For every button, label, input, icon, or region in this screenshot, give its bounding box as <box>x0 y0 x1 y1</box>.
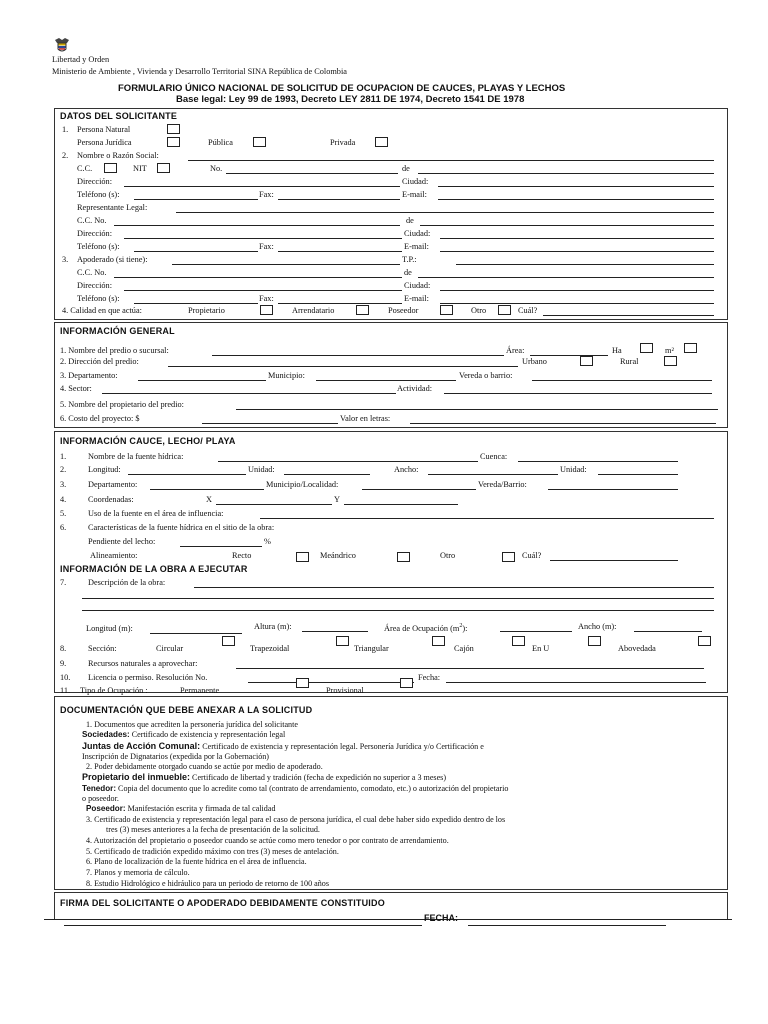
cauce-municipio-field[interactable] <box>362 489 476 490</box>
longitud-label: Longitud: <box>88 465 121 474</box>
cauce-ancho-field[interactable] <box>428 474 558 475</box>
tp-field[interactable] <box>456 264 714 265</box>
calidad-label: 4. Calidad en que actúa: <box>62 306 142 315</box>
cauce-ancho-unidad-field[interactable] <box>598 474 678 475</box>
cual-label: Cuál? <box>518 306 538 315</box>
vereda-label: Vereda o barrio: <box>459 371 513 380</box>
doc-tenedor-cont: o poseedor. <box>82 794 119 803</box>
item-number: 7. <box>60 578 67 587</box>
direccion-predio-label: 2. Dirección del predio: <box>60 357 139 366</box>
permanente-label: Permanente <box>180 686 220 695</box>
urbano-label: Urbano <box>522 357 547 366</box>
firma-fecha-field[interactable] <box>468 925 666 926</box>
persona-juridica-checkbox[interactable] <box>167 137 180 147</box>
otro-alineamiento-checkbox[interactable] <box>502 552 515 562</box>
departamento-label: 3. Departamento: <box>60 371 118 380</box>
apod-telefono-field[interactable] <box>134 303 258 304</box>
privada-label: Privada <box>330 138 356 147</box>
item-number: 8. <box>60 644 67 653</box>
seccion-label: Sección: <box>88 644 117 653</box>
item-number: 2. <box>60 465 67 474</box>
licencia-fecha-field[interactable] <box>446 682 706 683</box>
provisional-checkbox[interactable] <box>400 678 413 688</box>
fecha-label: Fecha: <box>418 673 441 682</box>
cuenca-label: Cuenca: <box>480 452 508 461</box>
rep-cc-field[interactable] <box>114 225 400 226</box>
vereda-label: Vereda/Barrio: <box>478 480 527 489</box>
cajon-label: Cajón <box>454 644 474 653</box>
unidad-label: Unidad: <box>560 465 587 474</box>
fax-label: Fax: <box>259 294 274 303</box>
municipio-label: Municipio/Localidad: <box>266 480 339 489</box>
poseedor-checkbox[interactable] <box>440 305 453 315</box>
representante-field[interactable] <box>176 212 714 213</box>
licencia-label: Licencia o permiso. Resolución No. <box>88 673 208 682</box>
costo-label: 6. Costo del proyecto: $ <box>60 414 140 423</box>
abovedada-checkbox[interactable] <box>698 636 711 646</box>
fax-label: Fax: <box>259 242 274 251</box>
item-number: 10. <box>60 673 71 682</box>
rep-ciudad-field[interactable] <box>440 238 714 239</box>
x-label: X <box>206 495 212 504</box>
cauce-vereda-field[interactable] <box>548 489 678 490</box>
telefono-label: Teléfono (s): <box>77 242 120 251</box>
vereda-field[interactable] <box>532 380 712 381</box>
fuente-label: Nombre de la fuente hídrica: <box>88 452 184 461</box>
apoderado-field[interactable] <box>172 264 400 265</box>
doc-item-5: 5. Certificado de tradición expedido máximo con tres (3) meses de antelación. <box>86 847 339 856</box>
apod-cc-city-field[interactable] <box>418 277 714 278</box>
item-number: 6. <box>60 523 67 532</box>
de-label: de <box>402 164 410 173</box>
doc-item-4: 4. Autorización del propietario o poseedor cuando se actúe como mero tenedor o por contrato de arrendamiento. <box>86 836 449 845</box>
item-number: 1. <box>62 125 69 134</box>
cauce-departamento-field[interactable] <box>150 489 264 490</box>
alineamiento-cual-field[interactable] <box>550 560 678 561</box>
valor-letras-label: Valor en letras: <box>340 414 391 423</box>
propietario-predio-field[interactable] <box>236 409 718 410</box>
publica-checkbox[interactable] <box>253 137 266 147</box>
triangular-checkbox[interactable] <box>432 636 445 646</box>
no-label: No. <box>210 164 223 173</box>
area-label: Área: <box>506 346 525 355</box>
doc-item-1: 1. Documentos que acrediten la personería jurídica del solicitante <box>86 720 298 729</box>
recto-label: Recto <box>232 551 252 560</box>
org-line-1: Libertad y Orden <box>52 55 110 64</box>
telefono-label: Teléfono (s): <box>77 294 120 303</box>
cual-label: Cuál? <box>522 551 542 560</box>
email-field[interactable] <box>438 199 714 200</box>
general-section <box>54 322 728 428</box>
descripcion-field[interactable] <box>194 587 714 588</box>
direccion-label: Dirección: <box>77 177 113 186</box>
fax-field[interactable] <box>278 199 400 200</box>
item-number: 5. <box>60 509 67 518</box>
municipio-field[interactable] <box>316 380 456 381</box>
abovedada-label: Abovedada <box>618 644 656 653</box>
solicitante-section <box>54 108 728 320</box>
recursos-field[interactable] <box>236 668 704 669</box>
cajon-checkbox[interactable] <box>512 636 525 646</box>
rep-fax-field[interactable] <box>278 251 402 252</box>
doc-propietario: Propietario del inmueble: Certificado de libertad y tradición (fecha de expedición no superior a 3 meses) <box>82 772 447 782</box>
persona-juridica-label: Persona Jurídica <box>77 138 132 147</box>
item-number: 2. <box>62 151 69 160</box>
doc-poseedor: Poseedor: Manifestación escrita y firmada de tal calidad <box>86 804 276 813</box>
cauce-unidad-field[interactable] <box>284 474 370 475</box>
direccion-field[interactable] <box>124 186 400 187</box>
de-label: de <box>406 216 414 225</box>
org-line-2: Ministerio de Ambiente , Vivienda y Desarrollo Territorial SINA República de Colombia <box>52 67 347 76</box>
persona-natural-label: Persona Natural <box>77 125 131 134</box>
altura-label: Altura (m): <box>254 622 292 631</box>
propietario-checkbox[interactable] <box>260 305 273 315</box>
cc-checkbox[interactable] <box>104 163 117 173</box>
ciudad-label: Ciudad: <box>402 177 429 186</box>
coord-x-field[interactable] <box>216 504 332 505</box>
departamento-field[interactable] <box>138 380 266 381</box>
apod-ciudad-field[interactable] <box>440 290 714 291</box>
form-title: FORMULARIO ÚNICO NACIONAL DE SOLICITUD DE OCUPACION DE CAUCES, PLAYAS Y LECHOS <box>118 83 566 94</box>
otro-label: Otro <box>440 551 456 560</box>
propietario-label: Propietario <box>188 306 225 315</box>
doc-sociedades: Sociedades: Certificado de existencia y representación legal <box>82 730 286 739</box>
m2-label: m² <box>665 346 674 355</box>
ha-label: Ha <box>612 346 622 355</box>
apod-direccion-field[interactable] <box>124 290 402 291</box>
pendiente-field[interactable] <box>180 546 262 547</box>
doc-item-6: 6. Plano de localización de la fuente hídrica en el área de influencia. <box>86 857 307 866</box>
predio-field[interactable] <box>212 355 504 356</box>
recursos-label: Recursos naturales a aprovechar: <box>88 659 198 668</box>
unidad-label: Unidad: <box>248 465 275 474</box>
direccion-label: Dirección: <box>77 229 113 238</box>
sector-field[interactable] <box>102 393 396 394</box>
circular-label: Circular <box>156 644 184 653</box>
document-city-field[interactable] <box>418 173 714 174</box>
apod-cc-field[interactable] <box>114 277 402 278</box>
apod-email-field[interactable] <box>440 303 714 304</box>
doc-item-2: 2. Poder debidamente otorgado cuando se actúe por medio de apoderado. <box>86 762 323 771</box>
item-number: 11. <box>60 686 71 695</box>
area-field[interactable] <box>530 355 608 356</box>
doc-tenedor: Tenedor: Copia del documento que lo acredite como tal (contrato de arrendamiento, comodato, etc.) o autorización del propietario <box>82 784 509 793</box>
provisional-label: Provisional <box>326 686 364 695</box>
circular-checkbox[interactable] <box>222 636 235 646</box>
doc-item-3-cont: tres (3) meses anteriores a la fecha de presentación de la solicitud. <box>106 825 320 834</box>
doc-juntas: Juntas de Acción Comunal: Certificado de existencia y representación legal. Personería Jurídica y/o Certificación e <box>82 741 484 751</box>
departamento-label: Departamento: <box>88 480 138 489</box>
item-number: 4. <box>60 495 67 504</box>
pendiente-label: Pendiente del lecho: <box>88 537 156 546</box>
obra-longitud-field[interactable] <box>150 633 242 634</box>
area-ocupacion-field[interactable] <box>500 631 572 632</box>
doc-item-8: 8. Estudio Hidrológico e hidráulico para un periodo de retorno de 100 años <box>86 879 329 888</box>
cauce-section <box>54 431 728 693</box>
email-label: E-mail: <box>402 190 427 199</box>
uso-label: Uso de la fuente en el área de influencia: <box>88 509 224 518</box>
enu-checkbox[interactable] <box>588 636 601 646</box>
enu-label: En U <box>532 644 550 653</box>
otro-checkbox[interactable] <box>498 305 511 315</box>
apod-fax-field[interactable] <box>278 303 402 304</box>
otro-label: Otro <box>471 306 487 315</box>
actividad-field[interactable] <box>444 393 712 394</box>
predio-label: 1. Nombre del predio o sucursal: <box>60 346 169 355</box>
cuenca-field[interactable] <box>518 461 678 462</box>
telefono-field[interactable] <box>134 199 258 200</box>
ciudad-field[interactable] <box>438 186 714 187</box>
arrendatario-checkbox[interactable] <box>356 305 369 315</box>
meandrico-label: Meándrico <box>320 551 356 560</box>
recto-checkbox[interactable] <box>296 552 309 562</box>
divider <box>44 919 732 920</box>
permanente-checkbox[interactable] <box>296 678 309 688</box>
representante-label: Representante Legal: <box>77 203 148 212</box>
costo-field[interactable] <box>202 423 338 424</box>
valor-letras-field[interactable] <box>410 423 716 424</box>
direccion-predio-field[interactable] <box>168 366 518 367</box>
firma-field[interactable] <box>64 925 422 926</box>
form-subtitle: Base legal: Ley 99 de 1993, Decreto LEY 2811 DE 1974, Decreto 1541 DE 1978 <box>176 94 525 105</box>
ancho-label: Ancho (m): <box>578 622 617 631</box>
de-label: de <box>404 268 412 277</box>
nit-label: NIT <box>133 164 147 173</box>
doc-item-7: 7. Planos y memoria de cálculo. <box>86 868 190 877</box>
item-number: 3. <box>62 255 69 264</box>
email-label: E-mail: <box>404 242 429 251</box>
nit-checkbox[interactable] <box>157 163 170 173</box>
direccion-label: Dirección: <box>77 281 113 290</box>
actividad-label: Actividad: <box>397 384 433 393</box>
rep-email-field[interactable] <box>440 251 714 252</box>
item-number: 3. <box>60 480 67 489</box>
rep-cc-city-field[interactable] <box>420 225 714 226</box>
trapezoidal-label: Trapezoidal <box>250 644 290 653</box>
longitud-label: Longitud (m): <box>86 624 133 633</box>
ciudad-label: Ciudad: <box>404 281 431 290</box>
persona-natural-checkbox[interactable] <box>167 124 180 134</box>
rep-direccion-field[interactable] <box>124 238 402 239</box>
tp-label: T.P.: <box>402 255 417 264</box>
telefono-label: Teléfono (s): <box>77 190 120 199</box>
tipo-label: Tipo de Ocupación : <box>80 686 148 695</box>
rep-telefono-field[interactable] <box>134 251 258 252</box>
poseedor-label: Poseedor <box>388 306 419 315</box>
uso-field[interactable] <box>260 518 714 519</box>
cc-no-label: C.C. No. <box>77 216 107 225</box>
obra-altura-field[interactable] <box>302 631 368 632</box>
doc-item-3: 3. Certificado de existencia y representación legal para el caso de persona jurídica, el cual debe haber sido expedido dentro de los <box>86 815 506 824</box>
cc-label: C.C. <box>77 164 93 173</box>
obra-heading: INFORMACIÓN DE LA OBRA A EJECUTAR <box>60 564 248 574</box>
nombre-field[interactable] <box>188 160 714 161</box>
coat-of-arms-logo <box>52 36 72 54</box>
fuente-field[interactable] <box>218 461 478 462</box>
m2-checkbox[interactable] <box>684 343 697 353</box>
alineamiento-label: Alineamiento: <box>90 551 138 560</box>
descripcion-field-line[interactable] <box>82 610 714 611</box>
percent-label: % <box>264 537 271 546</box>
item-number: 1. <box>60 452 67 461</box>
urbano-checkbox[interactable] <box>580 356 593 366</box>
fecha-label: FECHA: <box>424 913 458 923</box>
arrendatario-label: Arrendatario <box>292 306 335 315</box>
documentacion-heading: DOCUMENTACIÓN QUE DEBE ANEXAR A LA SOLICITUD <box>60 705 313 715</box>
coordenadas-label: Coordenadas: <box>88 495 134 504</box>
item-number: 9. <box>60 659 67 668</box>
area-ocupacion-label: Área de Ocupación $(m^2)$: <box>384 623 468 633</box>
caracteristicas-label: Características de la fuente hídrica en el sitio de la obra: <box>88 523 275 532</box>
y-label: Y <box>334 495 340 504</box>
cauce-heading: INFORMACIÓN CAUCE, LECHO/ PLAYA <box>60 436 236 446</box>
publica-label: Pública <box>208 138 233 147</box>
fax-label: Fax: <box>259 190 274 199</box>
nombre-label: Nombre o Razón Social: <box>77 151 159 160</box>
municipio-label: Municipio: <box>268 371 305 380</box>
obra-ancho-field[interactable] <box>634 631 702 632</box>
descripcion-field-line[interactable] <box>82 598 714 599</box>
trapezoidal-checkbox[interactable] <box>336 636 349 646</box>
sector-label: 4. Sector: <box>60 384 92 393</box>
email-label: E-mail: <box>404 294 429 303</box>
coord-y-field[interactable] <box>344 504 458 505</box>
meandrico-checkbox[interactable] <box>397 552 410 562</box>
cc-no-label: C.C. No. <box>77 268 107 277</box>
rural-label: Rural <box>620 357 639 366</box>
ha-checkbox[interactable] <box>640 343 653 353</box>
general-heading: INFORMACIÓN GENERAL <box>60 326 175 336</box>
rural-checkbox[interactable] <box>664 356 677 366</box>
cauce-longitud-field[interactable] <box>128 474 246 475</box>
cual-field[interactable] <box>543 315 714 316</box>
privada-checkbox[interactable] <box>375 137 388 147</box>
document-number-field[interactable] <box>226 173 398 174</box>
ancho-label: Ancho: <box>394 465 419 474</box>
apoderado-label: Apoderado (si tiene): <box>77 255 148 264</box>
triangular-label: Triangular <box>354 644 389 653</box>
doc-juntas-cont: Inscripción de Dignatarios (expedida por la Gobernación) <box>82 752 269 761</box>
descripcion-label: Descripción de la obra: <box>88 578 166 587</box>
licencia-field[interactable] <box>248 682 414 683</box>
firma-heading: FIRMA DEL SOLICITANTE O APODERADO DEBIDAMENTE CONSTITUIDO <box>60 898 385 908</box>
ciudad-label: Ciudad: <box>404 229 431 238</box>
solicitante-heading: DATOS DEL SOLICITANTE <box>60 111 178 121</box>
propietario-predio-label: 5. Nombre del propietario del predio: <box>60 400 184 409</box>
